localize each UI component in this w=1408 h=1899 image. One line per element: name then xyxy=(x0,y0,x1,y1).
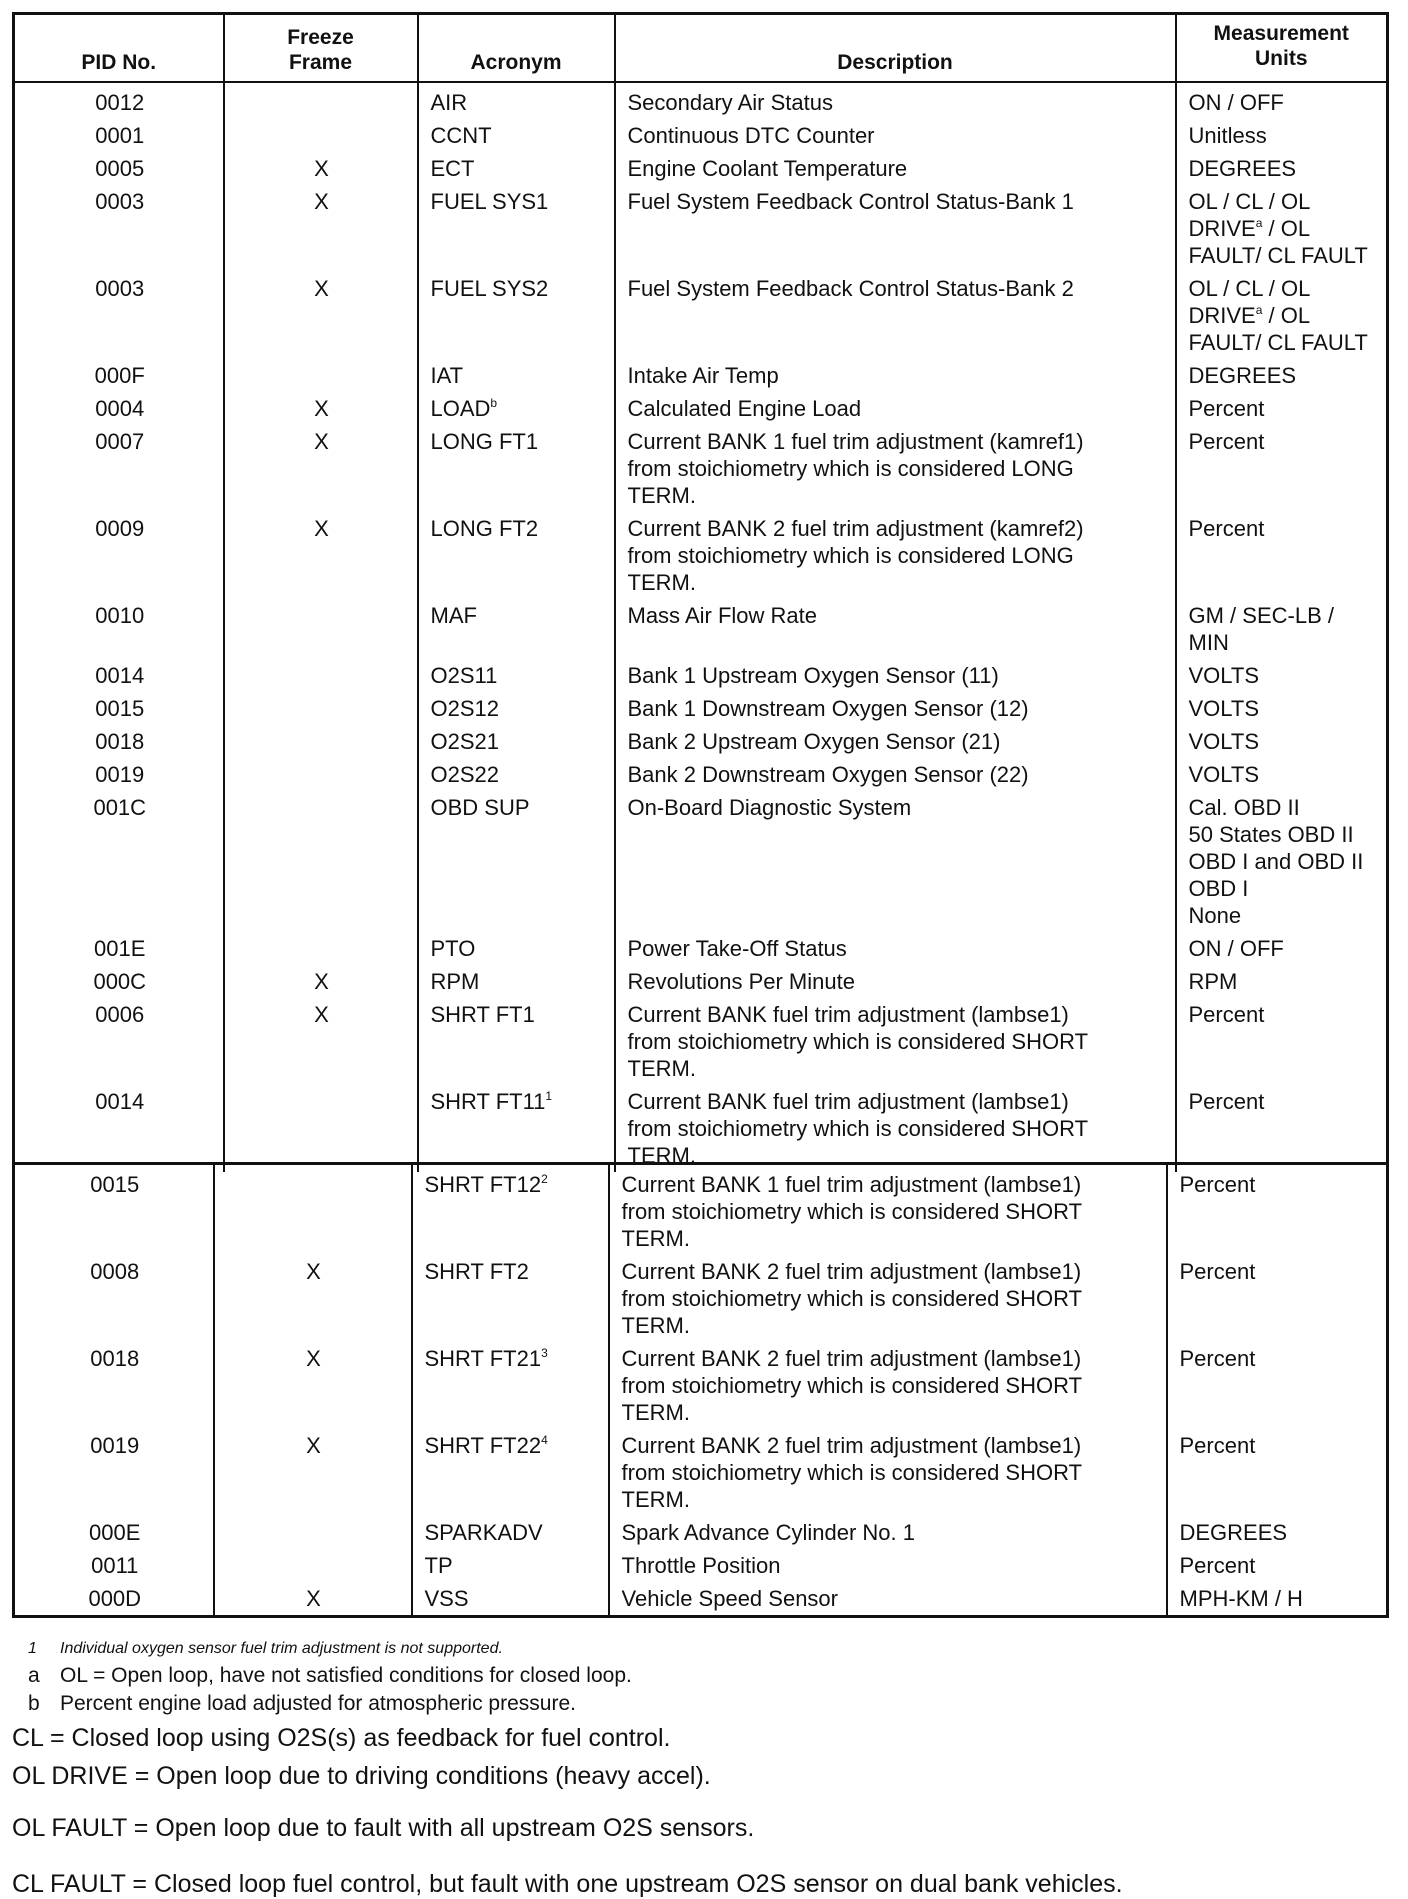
acronym-cell xyxy=(418,152,615,185)
pid-cell: 000D xyxy=(14,1582,214,1617)
pid-cell: 0015 xyxy=(14,1164,214,1256)
table-row xyxy=(14,1085,1388,1172)
freeze-frame-cell xyxy=(214,1549,412,1582)
units-line: OBD I xyxy=(1188,876,1249,901)
units-cell xyxy=(1167,1255,1388,1342)
units-line: DEGREES xyxy=(1179,1520,1288,1545)
acronym-text: AIR xyxy=(430,90,468,115)
description-cell: Current BANK 2 fuel trim adjustment (kamref2) from stoichiometry which is considered LONG TERM. xyxy=(615,512,1176,599)
pid-cell: 000C xyxy=(14,965,224,998)
units-cell xyxy=(1176,512,1388,599)
pid-cell: 0007 xyxy=(14,425,224,512)
units-cell xyxy=(1176,82,1388,119)
units-line: Percent xyxy=(1179,1553,1256,1578)
units-text: / OL xyxy=(1262,303,1311,328)
description-cell: Bank 1 Upstream Oxygen Sensor (11) xyxy=(615,659,1176,692)
units-line: Percent xyxy=(1188,1002,1265,1027)
description-cell: Current BANK 2 fuel trim adjustment (lambse1) from stoichiometry which is considered SHORT TERM. xyxy=(609,1255,1167,1342)
table-body-top xyxy=(14,82,1388,1172)
header-units-line: Units xyxy=(1255,47,1308,70)
table-row xyxy=(14,119,1388,152)
description-cell: Current BANK 2 fuel trim adjustment (lambse1) from stoichiometry which is considered SHORT TERM. xyxy=(609,1429,1167,1516)
pid-cell: 0003 xyxy=(14,272,224,359)
pid-cell: 0008 xyxy=(14,1255,214,1342)
units-cell xyxy=(1176,998,1388,1085)
units-line: RPM xyxy=(1188,969,1238,994)
pid-cell: 000F xyxy=(14,359,224,392)
units-cell xyxy=(1176,659,1388,692)
acronym-text: O2S11 xyxy=(430,663,498,688)
freeze-frame-cell xyxy=(224,599,418,659)
units-line: VOLTS xyxy=(1188,663,1260,688)
footnote-marker: 2 xyxy=(541,1172,548,1186)
acronym-text: O2S21 xyxy=(430,729,499,754)
units-line xyxy=(1189,215,1377,242)
footnote-1 xyxy=(28,1640,503,1658)
table-header-row xyxy=(14,14,1388,83)
footnote-marker: 1 xyxy=(545,1089,553,1103)
table-body-bottom xyxy=(14,1164,1388,1617)
acronym-text: FUEL SYS1 xyxy=(430,189,549,214)
pid-cell: 000E xyxy=(14,1516,214,1549)
description-cell: Current BANK fuel trim adjustment (lambse1) from stoichiometry which is considered SHORT TERM. xyxy=(615,1085,1176,1172)
acronym-text: ECT xyxy=(430,156,475,181)
units-line: GM / SEC-LB / MIN xyxy=(1188,603,1334,655)
table-row xyxy=(14,1582,1388,1617)
description-cell: Engine Coolant Temperature xyxy=(615,152,1176,185)
units-line: Percent xyxy=(1188,429,1265,454)
acronym-text: SHRT FT22 xyxy=(424,1433,542,1458)
description-cell: Secondary Air Status xyxy=(615,82,1176,119)
freeze-frame-cell: X xyxy=(224,152,418,185)
freeze-frame-cell xyxy=(224,1085,418,1172)
table-row xyxy=(14,1255,1388,1342)
units-line: None xyxy=(1188,903,1242,928)
table-row xyxy=(14,512,1388,599)
units-line: OL / CL / OL xyxy=(1188,189,1311,214)
acronym-cell xyxy=(418,758,615,791)
units-line: Percent xyxy=(1179,1259,1256,1284)
units-line: Percent xyxy=(1188,516,1265,541)
pid-cell: 001E xyxy=(14,932,224,965)
acronym-cell xyxy=(418,185,615,272)
units-line xyxy=(1189,302,1377,329)
freeze-frame-cell: X xyxy=(224,425,418,512)
footnote-key: a xyxy=(28,1664,40,1687)
table-row xyxy=(14,791,1388,932)
units-cell xyxy=(1176,272,1388,359)
pid-cell: 0011 xyxy=(14,1549,214,1582)
pid-table-bottom xyxy=(12,1162,1389,1618)
units-line: Percent xyxy=(1188,1089,1265,1114)
footnote-text: Individual oxygen sensor fuel trim adjustment is not supported. xyxy=(60,1640,503,1657)
header-frame-line: Frame xyxy=(288,51,353,74)
definition-cl-fault: CL FAULT = Closed loop fuel control, but fault with one upstream O2S sensor on dual bank vehicles. xyxy=(12,1870,1123,1898)
footnote-text: Percent engine load adjusted for atmospheric pressure. xyxy=(60,1692,576,1715)
table-row xyxy=(14,998,1388,1085)
description-cell: Current BANK 1 fuel trim adjustment (kamref1) from stoichiometry which is considered LONG TERM. xyxy=(615,425,1176,512)
freeze-frame-cell: X xyxy=(214,1255,412,1342)
description-cell: Revolutions Per Minute xyxy=(615,965,1176,998)
units-line: OL / CL / OL xyxy=(1188,276,1311,301)
acronym-cell xyxy=(418,725,615,758)
table-row xyxy=(14,185,1388,272)
freeze-frame-cell: X xyxy=(224,512,418,599)
pid-cell: 0001 xyxy=(14,119,224,152)
footnote-marker: 4 xyxy=(541,1433,548,1447)
units-cell xyxy=(1176,932,1388,965)
header-pid: PID No. xyxy=(14,14,224,83)
table-row xyxy=(14,152,1388,185)
units-cell xyxy=(1176,791,1388,932)
acronym-cell xyxy=(418,659,615,692)
acronym-text: RPM xyxy=(430,969,480,994)
units-line: VOLTS xyxy=(1188,729,1260,754)
header-freeze-frame xyxy=(224,14,418,83)
acronym-text: SHRT FT12 xyxy=(424,1172,542,1197)
table-row xyxy=(14,725,1388,758)
units-line: Percent xyxy=(1179,1346,1256,1371)
description-cell: On-Board Diagnostic System xyxy=(615,791,1176,932)
footnote-marker: a xyxy=(1255,216,1263,230)
pid-cell: 0014 xyxy=(14,659,224,692)
acronym-cell xyxy=(412,1342,609,1429)
units-text: DRIVE xyxy=(1188,216,1256,241)
pid-cell: 0005 xyxy=(14,152,224,185)
table-row xyxy=(14,1342,1388,1429)
table-row xyxy=(14,392,1388,425)
description-cell: Current BANK fuel trim adjustment (lambse1) from stoichiometry which is considered SHORT TERM. xyxy=(615,998,1176,1085)
acronym-text: SHRT FT2 xyxy=(424,1259,529,1284)
acronym-text: LONG FT2 xyxy=(430,516,539,541)
table-row xyxy=(14,599,1388,659)
freeze-frame-cell xyxy=(224,932,418,965)
table-row xyxy=(14,1429,1388,1516)
acronym-text: O2S22 xyxy=(430,762,499,787)
header-measurement-units xyxy=(1176,14,1388,83)
pid-cell: 0015 xyxy=(14,692,224,725)
description-cell: Bank 1 Downstream Oxygen Sensor (12) xyxy=(615,692,1176,725)
acronym-text: PTO xyxy=(430,936,476,961)
acronym-cell xyxy=(418,82,615,119)
pid-cell: 0019 xyxy=(14,758,224,791)
units-line: 50 States OBD II xyxy=(1188,822,1354,847)
units-text: DRIVE xyxy=(1188,303,1256,328)
acronym-text: SPARKADV xyxy=(424,1520,543,1545)
units-cell xyxy=(1176,359,1388,392)
freeze-frame-cell: X xyxy=(224,998,418,1085)
units-cell xyxy=(1167,1549,1388,1582)
freeze-frame-cell xyxy=(214,1516,412,1549)
description-cell: Bank 2 Upstream Oxygen Sensor (21) xyxy=(615,725,1176,758)
table-row xyxy=(14,965,1388,998)
acronym-text: VSS xyxy=(424,1586,469,1611)
pid-cell: 0019 xyxy=(14,1429,214,1516)
acronym-cell xyxy=(412,1549,609,1582)
acronym-cell xyxy=(418,692,615,725)
footnote-text: OL = Open loop, have not satisfied conditions for closed loop. xyxy=(60,1664,632,1687)
table-row xyxy=(14,82,1388,119)
table-row xyxy=(14,1516,1388,1549)
pid-cell: 0004 xyxy=(14,392,224,425)
description-cell: Power Take-Off Status xyxy=(615,932,1176,965)
table-row xyxy=(14,359,1388,392)
acronym-cell xyxy=(418,512,615,599)
units-cell xyxy=(1167,1516,1388,1549)
acronym-cell xyxy=(418,359,615,392)
units-cell xyxy=(1167,1429,1388,1516)
units-cell xyxy=(1176,599,1388,659)
header-acronym: Acronym xyxy=(418,14,615,83)
freeze-frame-cell: X xyxy=(214,1582,412,1617)
footnote-key: b xyxy=(28,1692,40,1715)
units-line: DEGREES xyxy=(1188,363,1297,388)
pid-cell: 0010 xyxy=(14,599,224,659)
units-line: Unitless xyxy=(1188,123,1267,148)
footnote-marker: 3 xyxy=(541,1346,548,1360)
acronym-text: IAT xyxy=(430,363,464,388)
units-line: ON / OFF xyxy=(1188,936,1284,961)
pid-cell: 0006 xyxy=(14,998,224,1085)
table-row xyxy=(14,425,1388,512)
table-row xyxy=(14,659,1388,692)
pid-table-top xyxy=(12,12,1389,1172)
acronym-text: SHRT FT1 xyxy=(430,1002,535,1027)
definition-ol-fault: OL FAULT = Open loop due to fault with all upstream O2S sensors. xyxy=(12,1814,755,1842)
description-cell: Throttle Position xyxy=(609,1549,1167,1582)
units-line: VOLTS xyxy=(1188,762,1260,787)
acronym-cell xyxy=(418,1085,615,1172)
units-line: ON / OFF xyxy=(1188,90,1284,115)
acronym-cell xyxy=(418,119,615,152)
footnote-a xyxy=(28,1664,632,1688)
freeze-frame-cell: X xyxy=(224,272,418,359)
acronym-cell xyxy=(412,1516,609,1549)
freeze-frame-cell: X xyxy=(214,1342,412,1429)
units-line: Percent xyxy=(1188,396,1265,421)
freeze-frame-cell xyxy=(224,725,418,758)
units-line: OBD I and OBD II xyxy=(1188,849,1364,874)
units-cell xyxy=(1176,692,1388,725)
units-line: FAULT/ CL FAULT xyxy=(1188,330,1368,355)
acronym-cell xyxy=(418,791,615,932)
units-cell xyxy=(1176,965,1388,998)
pid-cell: 001C xyxy=(14,791,224,932)
pid-cell: 0014 xyxy=(14,1085,224,1172)
freeze-frame-cell: X xyxy=(224,965,418,998)
acronym-text: OBD SUP xyxy=(430,795,530,820)
description-cell: Intake Air Temp xyxy=(615,359,1176,392)
units-cell xyxy=(1176,185,1388,272)
pid-cell: 0018 xyxy=(14,725,224,758)
units-line: FAULT/ CL FAULT xyxy=(1188,243,1368,268)
description-cell: Continuous DTC Counter xyxy=(615,119,1176,152)
units-line: DEGREES xyxy=(1188,156,1297,181)
description-cell: Mass Air Flow Rate xyxy=(615,599,1176,659)
freeze-frame-cell: X xyxy=(214,1429,412,1516)
units-cell xyxy=(1176,758,1388,791)
acronym-cell xyxy=(418,965,615,998)
acronym-cell xyxy=(418,998,615,1085)
units-cell xyxy=(1176,392,1388,425)
acronym-cell xyxy=(412,1429,609,1516)
units-line: VOLTS xyxy=(1188,696,1260,721)
acronym-cell xyxy=(412,1582,609,1617)
acronym-text: LOAD xyxy=(430,396,491,421)
units-cell xyxy=(1176,425,1388,512)
acronym-text: O2S12 xyxy=(430,696,499,721)
units-line: Percent xyxy=(1179,1433,1256,1458)
acronym-cell xyxy=(418,932,615,965)
freeze-frame-cell: X xyxy=(224,185,418,272)
description-cell: Spark Advance Cylinder No. 1 xyxy=(609,1516,1167,1549)
header-measurement-line: Measurement xyxy=(1213,22,1349,45)
acronym-text: SHRT FT11 xyxy=(430,1089,546,1114)
description-cell: Current BANK 2 fuel trim adjustment (lambse1) from stoichiometry which is considered SHORT TERM. xyxy=(609,1342,1167,1429)
units-cell xyxy=(1167,1164,1388,1256)
description-cell: Bank 2 Downstream Oxygen Sensor (22) xyxy=(615,758,1176,791)
units-cell xyxy=(1167,1342,1388,1429)
units-cell xyxy=(1176,119,1388,152)
header-description: Description xyxy=(615,14,1176,83)
footnote-b xyxy=(28,1692,576,1716)
table-row xyxy=(14,932,1388,965)
units-line: Percent xyxy=(1179,1172,1256,1197)
units-cell xyxy=(1176,725,1388,758)
description-cell: Vehicle Speed Sensor xyxy=(609,1582,1167,1617)
acronym-cell xyxy=(418,599,615,659)
table-row xyxy=(14,272,1388,359)
pid-cell: 0009 xyxy=(14,512,224,599)
freeze-frame-cell xyxy=(224,82,418,119)
freeze-frame-cell xyxy=(224,791,418,932)
description-cell: Fuel System Feedback Control Status-Bank 2 xyxy=(615,272,1176,359)
description-cell: Fuel System Feedback Control Status-Bank 1 xyxy=(615,185,1176,272)
table-row xyxy=(14,692,1388,725)
freeze-frame-cell xyxy=(224,119,418,152)
freeze-frame-cell: X xyxy=(224,392,418,425)
acronym-cell xyxy=(412,1164,609,1256)
description-cell: Calculated Engine Load xyxy=(615,392,1176,425)
acronym-cell xyxy=(418,425,615,512)
footnote-marker: b xyxy=(490,396,498,410)
table-row xyxy=(14,758,1388,791)
pid-cell: 0012 xyxy=(14,82,224,119)
units-cell xyxy=(1167,1582,1388,1617)
definition-ol-drive: OL DRIVE = Open loop due to driving conditions (heavy accel). xyxy=(12,1762,711,1790)
table-row xyxy=(14,1164,1388,1256)
freeze-frame-cell xyxy=(224,359,418,392)
units-cell xyxy=(1176,1085,1388,1172)
description-cell: Current BANK 1 fuel trim adjustment (lambse1) from stoichiometry which is considered SHORT TERM. xyxy=(609,1164,1167,1256)
footnote-key: 1 xyxy=(28,1640,37,1657)
acronym-cell xyxy=(412,1255,609,1342)
freeze-frame-cell xyxy=(224,758,418,791)
freeze-frame-cell xyxy=(214,1164,412,1256)
table-row xyxy=(14,1549,1388,1582)
header-freeze-line: Freeze xyxy=(287,26,354,49)
units-line: Cal. OBD II xyxy=(1188,795,1300,820)
acronym-text: LONG FT1 xyxy=(430,429,539,454)
acronym-text: TP xyxy=(424,1553,453,1578)
pid-cell: 0018 xyxy=(14,1342,214,1429)
acronym-text: SHRT FT21 xyxy=(424,1346,542,1371)
acronym-cell xyxy=(418,272,615,359)
acronym-text: MAF xyxy=(430,603,477,628)
freeze-frame-cell xyxy=(224,692,418,725)
acronym-text: CCNT xyxy=(430,123,492,148)
acronym-text: FUEL SYS2 xyxy=(430,276,549,301)
definition-cl: CL = Closed loop using O2S(s) as feedback for fuel control. xyxy=(12,1724,671,1752)
footnote-marker: a xyxy=(1255,303,1263,317)
units-line: MPH-KM / H xyxy=(1179,1586,1303,1611)
units-text: / OL xyxy=(1262,216,1311,241)
acronym-cell xyxy=(418,392,615,425)
freeze-frame-cell xyxy=(224,659,418,692)
pid-cell: 0003 xyxy=(14,185,224,272)
units-cell xyxy=(1176,152,1388,185)
